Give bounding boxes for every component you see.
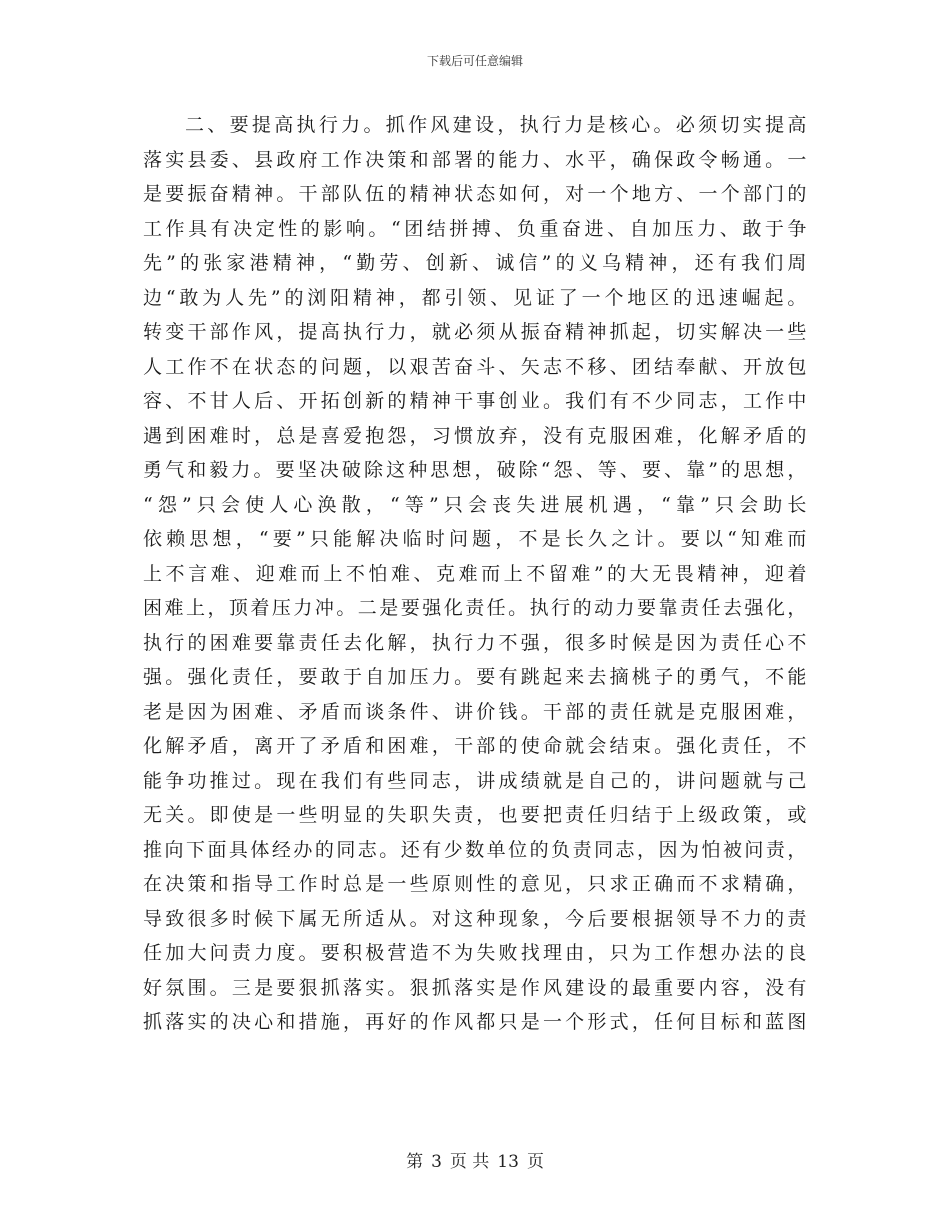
text-line: 上不言难、迎难而上不怕难、克难而上不留难”的大无畏精神，迎着	[143, 562, 807, 585]
text-line: 执行的困难要靠责任去化解，执行力不强，很多时候是因为责任心不	[143, 631, 807, 654]
footer-middle: 页 共	[449, 1152, 490, 1172]
text-line: 是要振奋精神。干部队伍的精神状态如何，对一个地方、一个部门的	[143, 183, 807, 205]
text-line: 边“敢为人先”的浏阳精神，都引领、见证了一个地区的迅速崛起。	[143, 286, 807, 309]
text-line: 导致很多时候下属无所适从。对这种现象，今后要根据领导不力的责	[143, 907, 807, 930]
text-line: 转变干部作风，提高执行力，就必须从振奋精神抓起，切实解决一些	[143, 321, 807, 343]
text-line: 化解矛盾，离开了矛盾和困难，干部的使命就会结束。强化责任，不	[143, 735, 807, 757]
text-line: 困难上，顶着压力冲。二是要强化责任。执行的动力要靠责任去强化，	[143, 597, 807, 619]
text-line: 人工作不在状态的问题，以艰苦奋斗、矢志不移、团结奉献、开放包	[143, 355, 807, 378]
text-line: 好氛围。三是要狠抓落实。狠抓落实是作风建设的最重要内容，没有	[143, 976, 807, 999]
text-line: 容、不甘人后、开拓创新的精神干事创业。我们有不少同志，工作中	[143, 390, 807, 412]
footer-prefix: 第	[406, 1152, 424, 1172]
text-line: 能争功推过。现在我们有些同志，讲成绩就是自己的，讲问题就与己	[143, 769, 807, 792]
text-line: 强。强化责任，要敢于自加压力。要有跳起来去摘桃子的勇气，不能	[143, 666, 807, 688]
text-line: 落实县委、县政府工作决策和部署的能力、水平，确保政令畅通。一	[143, 148, 807, 171]
text-line: 老是因为困难、矛盾而谈条件、讲价钱。干部的责任就是克服困难，	[143, 700, 807, 723]
text-line: 任加大问责力度。要积极营造不为失败找理由，只为工作想办法的良	[143, 942, 807, 964]
text-line: “怨”只会使人心涣散，“等”只会丧失进展机遇，“靠”只会助长	[143, 493, 807, 516]
footer-total-pages: 13	[497, 1152, 519, 1172]
text-line: 勇气和毅力。要坚决破除这种思想，破除“怨、等、要、靠”的思想，	[143, 459, 807, 481]
text-line: 工作具有决定性的影响。“团结拼搏、负重奋进、自加压力、敢于争	[143, 217, 807, 240]
text-line: 依赖思想，“要”只能解决临时问题，不是长久之计。要以“知难而	[143, 528, 807, 550]
text-line: 无关。即使是一些明显的失职失责，也要把责任归结于上级政策，或	[143, 804, 807, 826]
text-line: 抓落实的决心和措施，再好的作风都只是一个形式，任何目标和蓝图	[143, 1011, 807, 1033]
text-line: 推向下面具体经办的同志。还有少数单位的负责同志，因为怕被问责，	[143, 838, 807, 861]
footer-page-number: 3	[431, 1152, 442, 1172]
page-header: 下载后可任意编辑	[426, 54, 523, 68]
text-line: 二、要提高执行力。抓作风建设，执行力是核心。必须切实提高	[185, 114, 807, 136]
text-line: 先”的张家港精神，“勤劳、创新、诚信”的义乌精神，还有我们周	[143, 252, 807, 274]
page-footer	[0, 1147, 950, 1172]
text-line: 在决策和指导工作时总是一些原则性的意见，只求正确而不求精确，	[143, 873, 807, 895]
text-line: 遇到困难时，总是喜爱抱怨，习惯放弃，没有克服困难，化解矛盾的	[143, 424, 807, 447]
body-text	[143, 108, 807, 1040]
footer-suffix: 页	[526, 1152, 544, 1172]
